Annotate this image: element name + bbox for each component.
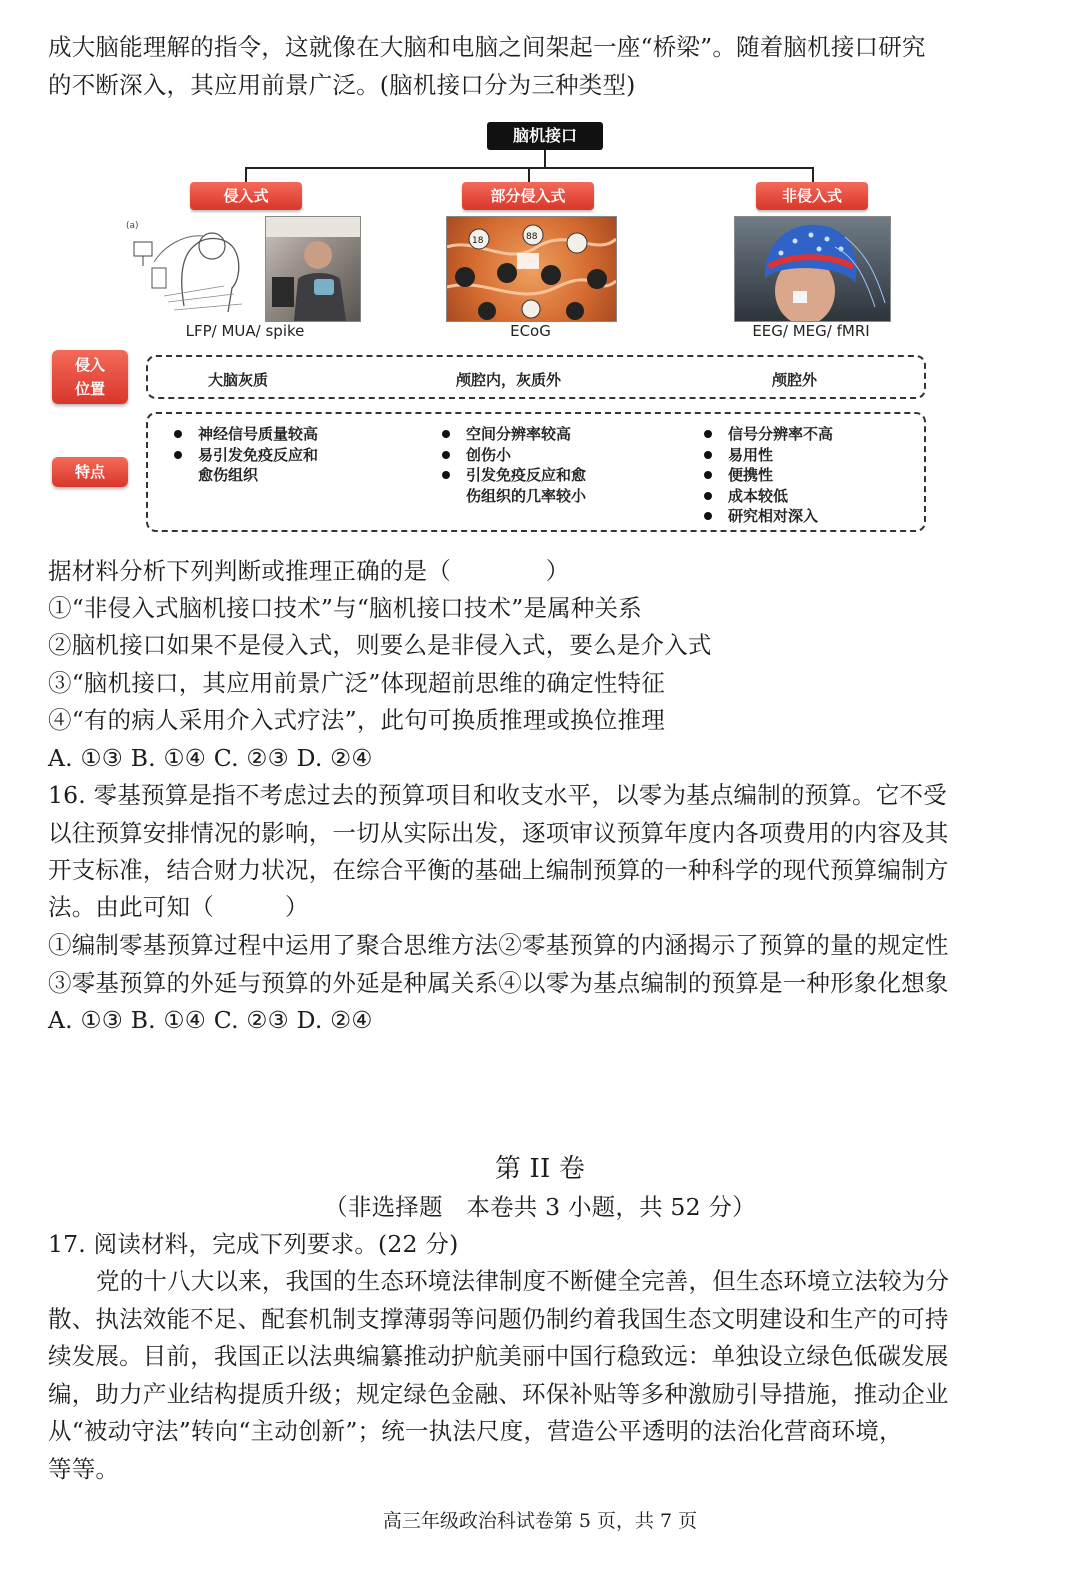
connector-left [245,167,247,183]
features-partial [438,424,586,506]
connector-right [812,167,814,183]
q17-line-1: 党的十八大以来，我国的生态环境法律制度不断健全完善，但生态环境立法较为分 [96,1267,950,1295]
position-invasive: 大脑灰质 [208,371,269,389]
feature-box [146,412,926,532]
q15-option-1: ①“非侵入式脑机接口技术”与“脑机接口技术”是属种关系 [48,594,642,622]
position-partial: 颅腔内，灰质外 [456,371,562,389]
diagram-root: 脑机接口 [487,122,603,150]
sketch-label: (a) [126,221,139,231]
type-non-invasive: 非侵入式 [756,182,868,210]
feature-item-cont: 伤组织的几率较小 [466,486,587,505]
q17-line-4: 编，助力产业结构提质升级；规定绿色金融、环保补贴等多种激励引导措施，推动企业 [48,1380,949,1408]
method-partial: ECoG [510,322,551,340]
feature-item: 空间分辨率较高 [438,424,586,445]
intro-line-2: 的不断深入，其应用前景广泛。(脑机接口分为三种类型) [48,71,636,99]
q16-line-4: 法。由此可知（ ） [48,893,309,921]
part2-title: 第 II 卷 [494,1154,586,1184]
ecog-photo-svg [447,217,616,321]
method-non-invasive: EEG/ MEG/ fMRI [752,322,870,340]
connector-mid [528,167,530,183]
feature-item: 神经信号质量较高 [170,424,318,445]
patient-photo-svg [266,217,360,321]
q15-option-4: ④“有的病人采用介入式疗法”，此句可换质推理或换位推理 [48,706,665,734]
eeg-photo-svg [735,217,890,321]
feature-item: 信号分辨率不高 [700,424,833,445]
ecog-label-2: 88 [526,232,538,242]
q16-option-1: ①编制零基预算过程中运用了聚合思维方法②零基预算的内涵揭示了预算的量的规定性 [48,931,949,959]
bci-diagram [0,112,1080,552]
q16-option-2: ③零基预算的外延与预算的外延是种属关系④以零为基点编制的预算是一种形象化想象 [48,969,949,997]
feature-label: 特点 [74,463,105,481]
connector-stem [544,150,546,168]
feature-item: 便携性 [700,465,833,486]
features-invasive [170,424,318,486]
feature-item-cont: 愈伤组织 [198,466,259,484]
invasive-patient-photo [265,216,361,322]
position-box [146,355,926,399]
page-footer: 高三年级政治科试卷第 5 页，共 7 页 [382,1510,698,1532]
feature-item: 引发免疫反应和愈 [438,465,586,486]
position-non-invasive: 颅腔外 [772,371,818,389]
method-invasive: LFP/ MUA/ spike [185,322,305,340]
q16-line-3: 开支标准，结合财力状况，在综合平衡的基础上编制预算的一种科学的现代预算编制方 [48,856,949,884]
q17-heading: 17. 阅读材料，完成下列要求。(22 分) [48,1230,459,1258]
q16-answers: A. ①③ B. ①④ C. ②③ D. ②④ [48,1006,373,1034]
feature-label-tag [52,457,128,487]
invasive-sketch-image [124,216,259,320]
q15-stem: 据材料分析下列判断或推理正确的是（ ） [48,557,570,585]
intro-line-1: 成大脑能理解的指令，这就像在大脑和电脑之间架起一座“桥梁”。随着脑机接口研究 [48,33,926,61]
q17-line-3: 续发展。目前，我国正以法典编纂推动护航美丽中国行稳致远：单独设立绿色低碳发展 [48,1342,949,1370]
q17-line-6: 等等。 [48,1455,120,1483]
feature-item: 研究相对深入 [700,506,833,527]
type-invasive: 侵入式 [190,182,302,210]
features-non-invasive [700,424,833,527]
q16-line-2: 以往预算安排情况的影响，一切从实际出发，逐项审议预算年度内各项费用的内容及其 [48,819,949,847]
ecog-photo [446,216,617,322]
q16-line-1: 16. 零基预算是指不考虑过去的预算项目和收支水平，以零为基点编制的预算。它不受 [48,781,947,809]
q15-option-2: ②脑机接口如果不是侵入式，则要么是非侵入式，要么是介入式 [48,631,712,659]
ecog-label-1: 18 [472,236,484,246]
position-label: 侵入位置 [74,356,105,398]
feature-item: 易用性 [700,445,833,466]
part2-subtitle: （非选择题 本卷共 3 小题，共 52 分） [324,1193,756,1221]
feature-item: 创伤小 [438,445,586,466]
q15-answers: A. ①③ B. ①④ C. ②③ D. ②④ [48,744,373,772]
q15-option-3: ③“脑机接口，其应用前景广泛”体现超前思维的确定性特征 [48,669,665,697]
q17-line-2: 散、执法效能不足、配套机制支撑薄弱等问题仍制约着我国生态文明建设和生产的可持 [48,1305,949,1333]
q17-line-5: 从“被动守法”转向“主动创新”；统一执法尺度，营造公平透明的法治化营商环境， [48,1417,903,1445]
eeg-photo [734,216,891,322]
type-partial-invasive: 部分侵入式 [462,182,594,210]
feature-item: 成本较低 [700,486,833,507]
feature-item: 易引发免疫反应和 [170,445,318,466]
invasive-sketch-svg [124,216,259,320]
position-label-tag [52,350,128,404]
